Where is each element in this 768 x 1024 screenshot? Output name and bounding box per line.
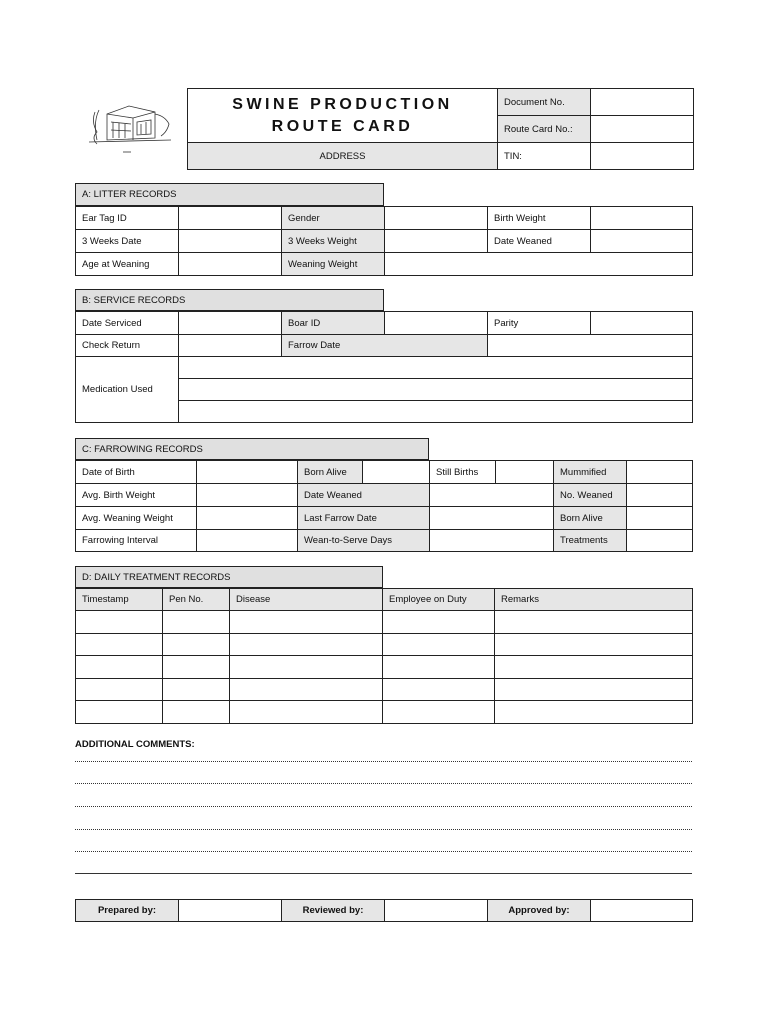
born-alive-label: Born Alive bbox=[298, 461, 363, 484]
parity-field[interactable] bbox=[591, 312, 693, 335]
no-weaned-label: No. Weaned bbox=[554, 484, 627, 507]
gender-label: Gender bbox=[282, 207, 385, 230]
medication-label: Medication Used bbox=[76, 357, 179, 423]
col-remarks: Remarks bbox=[495, 589, 693, 611]
section-c-header bbox=[75, 438, 429, 460]
cell[interactable] bbox=[163, 656, 230, 679]
weeks3-weight-field[interactable] bbox=[385, 230, 488, 253]
section-d-title: D: DAILY TREATMENT RECORDS bbox=[82, 571, 231, 583]
farrow-date-label: Farrow Date bbox=[282, 335, 488, 357]
mummified-label: Mummified bbox=[554, 461, 627, 484]
date-weaned-c-field[interactable] bbox=[430, 484, 554, 507]
comment-line[interactable] bbox=[75, 873, 692, 874]
date-serviced-label: Date Serviced bbox=[76, 312, 179, 335]
comment-line[interactable] bbox=[75, 851, 692, 852]
page-title-line1: SWINE PRODUCTION bbox=[232, 95, 453, 113]
farrowing-records-table bbox=[75, 460, 693, 552]
weeks3-date-field[interactable] bbox=[179, 230, 282, 253]
weaning-weight-label: Weaning Weight bbox=[282, 253, 385, 276]
cell[interactable] bbox=[163, 611, 230, 634]
prepared-by-label: Prepared by: bbox=[76, 900, 179, 922]
farrow-date-field[interactable] bbox=[488, 335, 693, 357]
comment-line[interactable] bbox=[75, 806, 692, 807]
reviewed-by-field[interactable] bbox=[385, 900, 488, 922]
title-cell bbox=[188, 89, 498, 143]
approved-by-field[interactable] bbox=[591, 900, 693, 922]
medication-field-2[interactable] bbox=[179, 379, 693, 401]
cell[interactable] bbox=[163, 701, 230, 724]
cell[interactable] bbox=[383, 701, 495, 724]
cell[interactable] bbox=[383, 611, 495, 634]
page-title-line2: ROUTE CARD bbox=[271, 117, 414, 135]
cell[interactable] bbox=[163, 679, 230, 701]
cell[interactable] bbox=[495, 656, 693, 679]
farrowing-interval-field[interactable] bbox=[197, 530, 298, 552]
document-no-field[interactable] bbox=[591, 89, 694, 116]
boar-id-field[interactable] bbox=[385, 312, 488, 335]
date-of-birth-label: Date of Birth bbox=[76, 461, 197, 484]
tin-label: TIN: bbox=[498, 143, 591, 170]
table-row bbox=[76, 634, 693, 656]
date-of-birth-field[interactable] bbox=[197, 461, 298, 484]
table-header-row bbox=[76, 589, 693, 611]
cell[interactable] bbox=[495, 611, 693, 634]
weeks3-date-label: 3 Weeks Date bbox=[76, 230, 179, 253]
cell[interactable] bbox=[76, 656, 163, 679]
check-return-label: Check Return bbox=[76, 335, 179, 357]
check-return-field[interactable] bbox=[179, 335, 282, 357]
cell[interactable] bbox=[76, 701, 163, 724]
last-farrow-date-label: Last Farrow Date bbox=[298, 507, 430, 530]
farm-house-logo bbox=[85, 100, 175, 156]
comment-line[interactable] bbox=[75, 761, 692, 762]
reviewed-by-label: Reviewed by: bbox=[282, 900, 385, 922]
wean-to-serve-label: Wean-to-Serve Days bbox=[298, 530, 430, 552]
medication-field-3[interactable] bbox=[179, 401, 693, 423]
section-d-header bbox=[75, 566, 383, 588]
cell[interactable] bbox=[76, 679, 163, 701]
cell[interactable] bbox=[230, 656, 383, 679]
avg-weaning-weight-field[interactable] bbox=[197, 507, 298, 530]
cell[interactable] bbox=[76, 634, 163, 656]
route-card-no-field[interactable] bbox=[591, 116, 694, 143]
cell[interactable] bbox=[495, 679, 693, 701]
age-weaning-field[interactable] bbox=[179, 253, 282, 276]
cell[interactable] bbox=[230, 611, 383, 634]
section-c-title: C: FARROWING RECORDS bbox=[82, 443, 203, 455]
medication-field-1[interactable] bbox=[179, 357, 693, 379]
treatments-field[interactable] bbox=[627, 530, 693, 552]
born-alive-2-field[interactable] bbox=[627, 507, 693, 530]
mummified-field[interactable] bbox=[627, 461, 693, 484]
additional-comments-label: ADDITIONAL COMMENTS: bbox=[75, 739, 195, 750]
col-employee: Employee on Duty bbox=[383, 589, 495, 611]
header-table bbox=[187, 88, 694, 170]
date-weaned-label: Date Weaned bbox=[488, 230, 591, 253]
born-alive-field[interactable] bbox=[363, 461, 430, 484]
section-b-title: B: SERVICE RECORDS bbox=[82, 294, 186, 306]
date-serviced-field[interactable] bbox=[179, 312, 282, 335]
date-weaned-c-label: Date Weaned bbox=[298, 484, 430, 507]
address-label: ADDRESS bbox=[188, 143, 498, 170]
cell[interactable] bbox=[495, 634, 693, 656]
weaning-weight-field[interactable] bbox=[385, 253, 693, 276]
document-no-label: Document No. bbox=[498, 89, 591, 116]
col-disease: Disease bbox=[230, 589, 383, 611]
prepared-by-field[interactable] bbox=[179, 900, 282, 922]
farrowing-interval-label: Farrowing Interval bbox=[76, 530, 197, 552]
treatments-label: Treatments bbox=[554, 530, 627, 552]
cell[interactable] bbox=[383, 679, 495, 701]
still-births-label: Still Births bbox=[430, 461, 496, 484]
table-row bbox=[76, 656, 693, 679]
still-births-field[interactable] bbox=[496, 461, 554, 484]
cell[interactable] bbox=[230, 634, 383, 656]
cell[interactable] bbox=[495, 701, 693, 724]
section-a-header bbox=[75, 183, 384, 206]
comment-line[interactable] bbox=[75, 783, 692, 784]
born-alive-2-label: Born Alive bbox=[554, 507, 627, 530]
cell[interactable] bbox=[383, 634, 495, 656]
comment-line[interactable] bbox=[75, 829, 692, 830]
avg-birth-weight-label: Avg. Birth Weight bbox=[76, 484, 197, 507]
cell[interactable] bbox=[383, 656, 495, 679]
table-row bbox=[76, 701, 693, 724]
weeks3-weight-label: 3 Weeks Weight bbox=[282, 230, 385, 253]
age-weaning-label: Age at Weaning bbox=[76, 253, 179, 276]
table-row bbox=[76, 611, 693, 634]
service-records-table bbox=[75, 311, 693, 423]
cell[interactable] bbox=[76, 611, 163, 634]
gender-field[interactable] bbox=[385, 207, 488, 230]
last-farrow-date-field[interactable] bbox=[430, 507, 554, 530]
boar-id-label: Boar ID bbox=[282, 312, 385, 335]
parity-label: Parity bbox=[488, 312, 591, 335]
ear-tag-field[interactable] bbox=[179, 207, 282, 230]
wean-to-serve-field[interactable] bbox=[430, 530, 554, 552]
ear-tag-label: Ear Tag ID bbox=[76, 207, 179, 230]
cell[interactable] bbox=[163, 634, 230, 656]
avg-weaning-weight-label: Avg. Weaning Weight bbox=[76, 507, 197, 530]
table-row bbox=[76, 679, 693, 701]
tin-field[interactable] bbox=[591, 143, 694, 170]
route-card-no-label: Route Card No.: bbox=[498, 116, 591, 143]
approved-by-label: Approved by: bbox=[488, 900, 591, 922]
signoff-table bbox=[75, 899, 693, 922]
no-weaned-field[interactable] bbox=[627, 484, 693, 507]
section-b-header bbox=[75, 289, 384, 311]
cell[interactable] bbox=[230, 701, 383, 724]
cell[interactable] bbox=[230, 679, 383, 701]
col-timestamp: Timestamp bbox=[76, 589, 163, 611]
col-pen: Pen No. bbox=[163, 589, 230, 611]
avg-birth-weight-field[interactable] bbox=[197, 484, 298, 507]
treatment-records-table bbox=[75, 588, 693, 724]
birth-weight-field[interactable] bbox=[591, 207, 693, 230]
section-a-title: A: LITTER RECORDS bbox=[82, 189, 177, 200]
litter-records-table bbox=[75, 206, 693, 276]
birth-weight-label: Birth Weight bbox=[488, 207, 591, 230]
date-weaned-field[interactable] bbox=[591, 230, 693, 253]
